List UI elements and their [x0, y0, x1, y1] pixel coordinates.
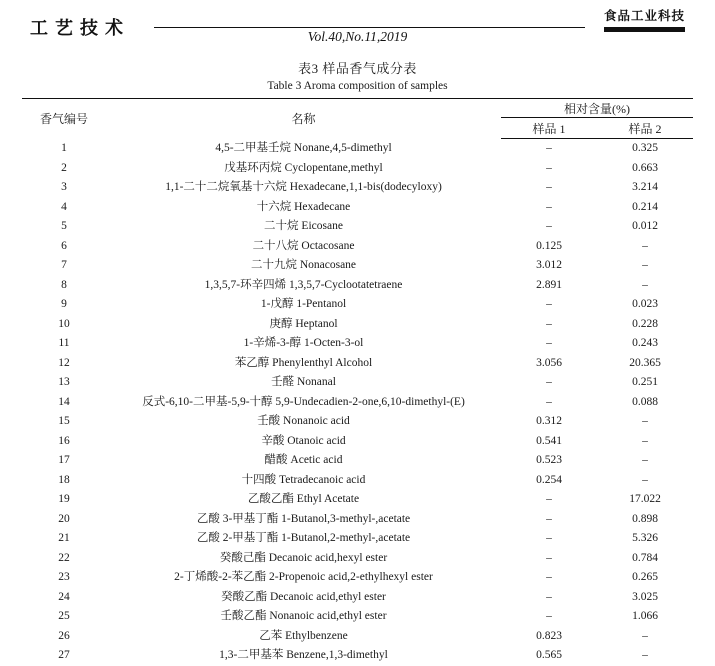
cell-name: 苯乙醇 Phenylenthyl Alcohol — [234, 356, 373, 369]
cell-sample1: – — [546, 376, 552, 388]
table-row — [22, 373, 693, 393]
cell-name: 1,3,5,7-环辛四烯 1,3,5,7-Cyclootatetraene — [204, 278, 403, 291]
cell-sample2: 0.012 — [632, 220, 658, 232]
table-row — [22, 354, 693, 374]
cell-sample2: – — [642, 454, 648, 466]
table-row — [22, 256, 693, 276]
table-row — [22, 139, 693, 159]
table-row — [22, 529, 693, 549]
cell-sample1: – — [546, 142, 552, 154]
cell-sample2: 0.898 — [632, 512, 658, 525]
cell-no: 2 — [61, 161, 67, 174]
table-row — [22, 217, 693, 237]
cell-no: 5 — [61, 220, 67, 232]
table-row — [22, 490, 693, 510]
cell-no: 17 — [58, 454, 70, 466]
cell-sample2: 0.325 — [632, 142, 658, 154]
table-header — [22, 99, 693, 139]
cell-no: 9 — [61, 298, 67, 310]
cell-sample1: 3.056 — [536, 356, 562, 369]
header-divider — [154, 27, 585, 28]
cell-name: 二十八烷 Octacosane — [252, 239, 355, 252]
table-row — [22, 549, 693, 569]
cell-no: 14 — [58, 395, 70, 408]
table-body — [22, 139, 693, 666]
aroma-composition-table — [22, 98, 693, 666]
cell-sample1: 0.823 — [536, 629, 562, 642]
cell-sample1: – — [546, 571, 552, 583]
journal-brand — [604, 6, 685, 32]
cell-sample2: 0.214 — [632, 200, 658, 213]
table-row — [22, 432, 693, 452]
cell-no: 21 — [58, 532, 70, 544]
cell-no: 19 — [58, 493, 70, 505]
cell-no: 20 — [58, 512, 70, 525]
cell-sample2: 0.663 — [632, 161, 658, 174]
cell-sample2: 0.243 — [632, 337, 658, 349]
col-header-sample1: 样品 1 — [501, 118, 597, 139]
journal-brand-bar — [604, 27, 685, 32]
cell-sample2: – — [642, 278, 648, 291]
col-header-sample2: 样品 2 — [597, 118, 693, 139]
cell-sample2: 0.088 — [632, 395, 658, 408]
cell-no: 1 — [61, 141, 67, 154]
cell-no: 22 — [58, 551, 70, 564]
cell-sample2: 0.784 — [632, 551, 658, 564]
page-header — [22, 0, 693, 50]
cell-no: 16 — [58, 434, 70, 447]
col-header-relative-content: 相对含量(%) — [501, 99, 693, 118]
cell-name: 庚醇 Heptanol — [269, 317, 338, 330]
section-title-cn: 工艺技术 — [30, 18, 130, 39]
cell-no: 25 — [58, 610, 70, 622]
cell-sample1: – — [546, 317, 552, 330]
table-row — [22, 198, 693, 218]
cell-name: 辛酸 Otanoic acid — [261, 434, 346, 447]
cell-no: 26 — [58, 629, 70, 642]
table-row — [22, 334, 693, 354]
cell-name: 壬酸 Nonanoic acid — [257, 415, 350, 427]
col-header-no: 香气编号 — [22, 99, 106, 139]
cell-no: 7 — [61, 259, 67, 271]
cell-sample1: 0.254 — [536, 473, 562, 486]
cell-sample2: – — [642, 629, 648, 642]
table-row — [22, 510, 693, 530]
cell-sample2: – — [642, 259, 648, 271]
cell-sample1: – — [546, 395, 552, 408]
cell-name: 壬醛 Nonanal — [271, 376, 336, 388]
cell-sample2: 1.066 — [632, 610, 658, 622]
cell-sample1: 0.565 — [536, 649, 562, 661]
cell-sample2: 20.365 — [629, 356, 661, 369]
cell-sample1: – — [546, 610, 552, 622]
cell-sample1: – — [546, 551, 552, 564]
cell-sample1: – — [546, 298, 552, 310]
cell-name: 乙酸乙酯 Ethyl Acetate — [247, 493, 360, 505]
table-row — [22, 393, 693, 413]
cell-no: 4 — [61, 200, 67, 213]
table-row — [22, 568, 693, 588]
table-title-cn: 表3 样品香气成分表 — [298, 61, 417, 76]
cell-name: 1-辛烯-3-醇 1-Octen-3-ol — [243, 337, 364, 349]
cell-sample1: – — [546, 181, 552, 193]
cell-name: 2-丁烯酸-2-苯乙酯 2-Propenoic acid,2-ethylhexyl ester — [174, 571, 433, 583]
cell-no: 18 — [58, 473, 70, 486]
cell-sample2: – — [642, 415, 648, 427]
cell-sample1: – — [546, 161, 552, 174]
cell-sample2: – — [642, 239, 648, 252]
cell-sample1: 0.541 — [536, 434, 562, 447]
cell-sample1: – — [546, 590, 552, 603]
cell-sample2: 17.022 — [629, 493, 661, 505]
cell-no: 13 — [58, 376, 70, 388]
cell-sample2: – — [642, 473, 648, 486]
cell-name: 十四酸 Tetradecanoic acid — [241, 473, 366, 486]
cell-sample1: – — [546, 200, 552, 213]
table-row — [22, 588, 693, 608]
cell-sample1: 0.125 — [536, 239, 562, 252]
cell-name: 1,1-二十二烷氧基十六烷 Hexadecane,1,1-bis(dodecyloxy) — [165, 181, 442, 193]
volume-issue-text: Vol.40,No.11,2019 — [307, 29, 408, 44]
cell-sample1: – — [546, 512, 552, 525]
cell-name: 乙酸 2-甲基丁酯 1-Butanol,2-methyl-,acetate — [196, 532, 411, 544]
cell-name: 二十九烷 Nonacosane — [250, 259, 357, 271]
cell-sample2: 5.326 — [632, 532, 658, 544]
cell-sample2: 3.214 — [632, 181, 658, 193]
cell-sample1: 3.012 — [536, 259, 562, 271]
cell-name: 乙酸 3-甲基丁酯 1-Butanol,3-methyl-,acetate — [196, 512, 411, 525]
table-row — [22, 276, 693, 296]
cell-sample2: 0.265 — [632, 571, 658, 583]
cell-no: 24 — [58, 590, 70, 603]
cell-sample1: – — [546, 337, 552, 349]
table-row — [22, 607, 693, 627]
cell-sample2: 3.025 — [632, 590, 658, 603]
cell-sample2: – — [642, 434, 648, 447]
cell-sample1: – — [546, 532, 552, 544]
cell-sample1: – — [546, 493, 552, 505]
cell-name: 十六烷 Hexadecane — [256, 200, 351, 213]
cell-name: 壬酸乙酯 Nonanoic acid,ethyl ester — [220, 610, 387, 622]
cell-sample1: – — [546, 220, 552, 232]
cell-name: 1,3-二甲基苯 Benzene,1,3-dimethyl — [219, 649, 388, 661]
table-row — [22, 471, 693, 491]
cell-no: 11 — [58, 337, 70, 349]
table-row — [22, 627, 693, 647]
cell-no: 8 — [61, 278, 67, 291]
cell-name: 4,5-二甲基壬烷 Nonane,4,5-dimethyl — [215, 141, 392, 154]
cell-no: 12 — [58, 356, 70, 369]
table-row — [22, 315, 693, 335]
cell-no: 3 — [61, 181, 67, 193]
cell-name: 醋酸 Acetic acid — [264, 454, 343, 466]
cell-no: 23 — [58, 571, 70, 583]
table-title-en: Table 3 Aroma composition of samples — [267, 80, 448, 92]
table-row — [22, 646, 693, 666]
cell-sample1: 0.523 — [536, 454, 562, 466]
cell-sample1: 2.891 — [536, 278, 562, 291]
cell-name: 戊基环丙烷 Cyclopentane,methyl — [224, 161, 383, 174]
cell-sample2: 0.228 — [632, 317, 658, 330]
table-row — [22, 451, 693, 471]
cell-sample1: 0.312 — [536, 415, 562, 427]
cell-no: 15 — [58, 415, 70, 427]
table-row — [22, 237, 693, 257]
cell-name: 乙苯 Ethylbenzene — [259, 629, 348, 642]
cell-no: 27 — [58, 649, 70, 661]
table-row — [22, 159, 693, 179]
col-header-name: 名称 — [106, 99, 501, 139]
cell-no: 6 — [61, 239, 67, 252]
cell-sample2: 0.023 — [632, 298, 658, 310]
table-row — [22, 295, 693, 315]
cell-name: 癸酸乙酯 Decanoic acid,ethyl ester — [221, 590, 386, 603]
cell-name: 二十烷 Eicosane — [264, 220, 343, 232]
cell-no: 10 — [58, 317, 70, 330]
cell-name: 反式-6,10-二甲基-5,9-十醇 5,9-Undecadien-2-one,6,10-dimethyl-(E) — [142, 395, 465, 408]
cell-sample2: 0.251 — [632, 376, 658, 388]
cell-name: 1-戊醇 1-Pentanol — [260, 298, 347, 310]
header-row-group — [22, 99, 693, 118]
cell-name: 癸酸己酯 Decanoic acid,hexyl ester — [219, 551, 388, 564]
table-row — [22, 412, 693, 432]
journal-brand-text: 食品工业科技 — [603, 8, 685, 23]
table-row — [22, 178, 693, 198]
cell-sample2: – — [642, 649, 648, 661]
